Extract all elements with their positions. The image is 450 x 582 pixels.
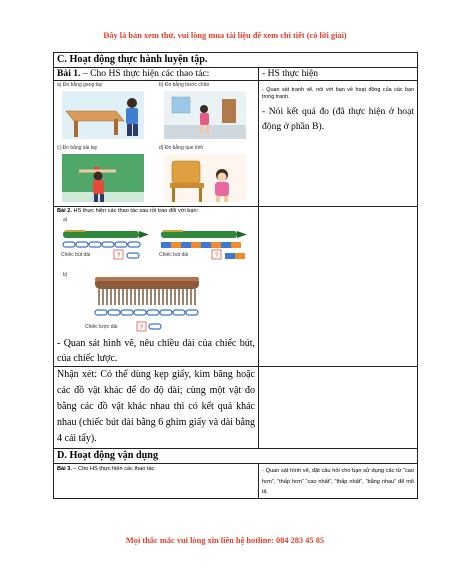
- part-a-label: a): [63, 217, 68, 224]
- bai1-illustration-grid: [54, 81, 258, 206]
- caption-a: a) Đo bằng gang tay: [57, 81, 103, 88]
- caption-d: d) Đo bằng que tính: [159, 144, 204, 151]
- bai2-observe: - Quan sát hình vẽ, nêu chiều dài của chiếc bút, của chiếc lược.: [57, 338, 255, 364]
- remark-row: [54, 367, 418, 449]
- bai2-measure-image: [57, 215, 257, 337]
- bai1-illustration-row: [54, 80, 418, 206]
- bai1-scenes-image: [54, 81, 259, 206]
- section-c-header-row: [54, 53, 418, 68]
- section-d-header-row: [54, 449, 418, 464]
- pen-label-clips: Chiếc bút dài: [61, 252, 91, 259]
- bai2-heading: [57, 208, 255, 216]
- caption-b: b) Đo bằng bước chân: [159, 81, 210, 88]
- bai3-row: [54, 464, 418, 499]
- part-b-label: b): [63, 272, 68, 279]
- comb-label: Chiếc lược dài: [85, 324, 118, 331]
- bai2-label: Bài 2.: [57, 207, 72, 214]
- section-c-title: C. Hoạt động thực hành luyện tập.: [54, 53, 418, 68]
- bai1-note-1: - Quan sát tranh vẽ, nói với bạn về hoạt động của các bạn trong tranh.: [262, 86, 415, 101]
- bai1-note-2: - Nói kết quả đo (đã thực hiện ở hoạt động ở phần B).: [262, 106, 415, 133]
- bai2-illustration: [57, 215, 255, 337]
- hotline-banner: Mọi thắc mắc vui lòng xin liên hệ hotline: 084 283 45 85: [125, 536, 325, 545]
- bai1-text: – Cho HS thực hiện các thao tác:: [80, 67, 210, 79]
- bai2-row: [54, 206, 418, 367]
- bai3-label: Bài 3.: [57, 466, 72, 473]
- remark-text: Nhận xét: Có thể dùng kẹp giấy, kim băng hoặc các đồ vật khác để đo độ dài; cùng một vật đo bằng các đồ vật khác nhau thì có kết quả khác nhau (chiếc bút dài bằng 6 ghim giấy và dài bằng 4 cái tẩy).: [54, 367, 259, 449]
- bai1-label: Bài 1.: [57, 67, 81, 79]
- comb-unknown: ?: [139, 325, 144, 332]
- pen-erasers-unknown: ?: [214, 253, 219, 260]
- bai3-right: - Quan sát hình vẽ, đặt câu hỏi cho bạn sử dụng các từ “cao hơn”, “thấp hơn” “cao nhất”, “thấp nhất”, “bằng nhau” để mô tả: [259, 464, 418, 499]
- pen-clips-unknown: ?: [116, 253, 121, 260]
- bai1-illustrations: [54, 80, 259, 206]
- lesson-table: [53, 52, 418, 499]
- bai2-right-empty: [259, 206, 418, 367]
- bai1-heading: [54, 67, 259, 80]
- bai1-right-title: - HS thực hiện: [259, 67, 418, 80]
- caption-c: c) Đo bằng sải tay: [57, 144, 98, 151]
- bai3-heading: [54, 464, 259, 499]
- bai1-right-notes: [259, 80, 418, 206]
- remark-right-empty: [259, 367, 418, 449]
- bai2-text: HS thực hiện các thao tác sau rồi trao đổi với bạn:: [71, 207, 199, 214]
- pen-label-erasers: Chiếc bút dài: [159, 252, 189, 259]
- bai2-cell: [54, 206, 259, 367]
- preview-banner: Đây là bản xem thử, vui lòng mua tài liệu để xem chi tiết (có lời giải): [103, 31, 347, 40]
- bai3-text: – Cho HS thực hiện các thao tác:: [71, 466, 156, 473]
- section-d-title: D. Hoạt động vận dụng: [54, 449, 418, 464]
- bai1-header-row: [54, 67, 418, 80]
